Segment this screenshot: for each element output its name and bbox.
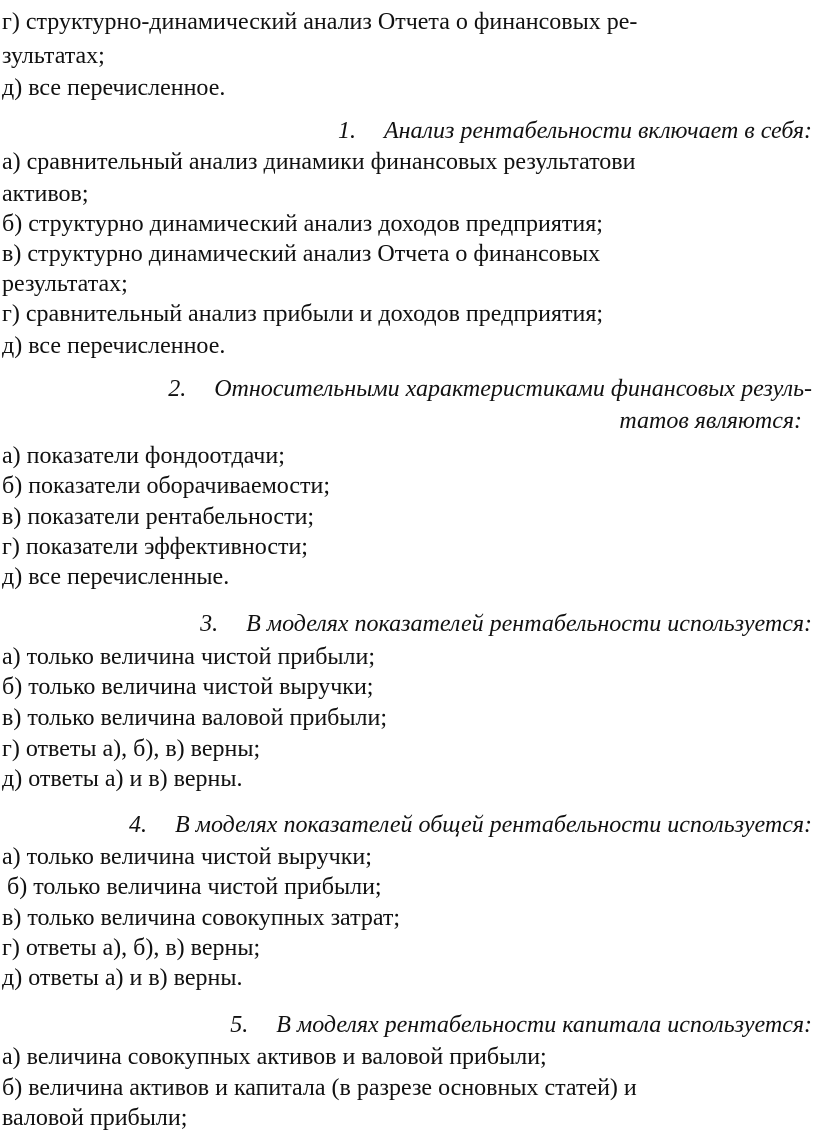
answer-option: г) ответы а), б), в) верны; [2, 736, 261, 762]
answer-option: в) показатели рентабельности; [2, 504, 315, 530]
question-title: В моделях показателей общей рентабельности используется: [175, 812, 812, 838]
question-heading-2 [168, 373, 812, 405]
question-heading-1 [338, 115, 812, 147]
question-number: 5. [230, 1012, 249, 1038]
question-heading-5 [230, 1009, 812, 1041]
text-line: д) все перечисленное. [2, 75, 226, 101]
answer-option: валовой прибыли; [2, 1105, 188, 1131]
answer-option: д) ответы а) и в) верны. [2, 965, 243, 991]
answer-option: д) все перечисленное. [2, 333, 226, 359]
question-number: 4. [129, 812, 148, 838]
answer-option: б) показатели оборачиваемости; [2, 473, 331, 499]
answer-option: г) сравнительный анализ прибыли и доходов предприятия; [2, 301, 604, 327]
answer-option: б) величина активов и капитала (в разрезе основных статей) и [2, 1075, 637, 1101]
question-title: Анализ рентабельности включает в себя: [383, 118, 812, 144]
answer-option: результатах; [2, 271, 128, 297]
question-number: 2. [168, 376, 187, 402]
question-title: В моделях показателей рентабельности используется: [246, 611, 812, 637]
answer-option: а) только величина чистой прибыли; [2, 644, 376, 670]
text-line: зультатах; [2, 43, 105, 69]
answer-option: а) величина совокупных активов и валовой прибыли; [2, 1044, 547, 1070]
answer-option: в) только величина валовой прибыли; [2, 705, 387, 731]
answer-option: в) структурно динамический анализ Отчета о финансовых [2, 241, 601, 267]
answer-option: д) все перечисленные. [2, 564, 230, 590]
answer-option: б) только величина чистой выручки; [2, 674, 374, 700]
question-number: 1. [337, 118, 356, 144]
answer-option: активов; [2, 181, 89, 207]
answer-option: г) ответы а), б), в) верны; [2, 935, 261, 961]
answer-option: а) сравнительный анализ динамики финансовых результатови [2, 149, 636, 175]
answer-option: г) показатели эффективности; [2, 534, 308, 560]
question-title: Относительными характеристиками финансовых резуль- [214, 376, 812, 402]
answer-option: а) показатели фондоотдачи; [2, 443, 285, 469]
question-title: В моделях рентабельности капитала используется: [276, 1012, 812, 1038]
question-number: 3. [200, 611, 219, 637]
question-heading-4 [129, 809, 812, 841]
answer-option: б) структурно динамический анализ доходов предприятия; [2, 211, 603, 237]
question-heading-3 [200, 608, 812, 640]
text-line: г) структурно-динамический анализ Отчета о финансовых ре- [2, 9, 638, 35]
answer-option: д) ответы а) и в) верны. [2, 766, 243, 792]
answer-option: в) только величина совокупных затрат; [2, 905, 401, 931]
answer-option: б) только величина чистой прибыли; [7, 874, 382, 900]
answer-option: а) только величина чистой выручки; [2, 844, 372, 870]
question-title-continuation: татов являются: [619, 408, 802, 434]
